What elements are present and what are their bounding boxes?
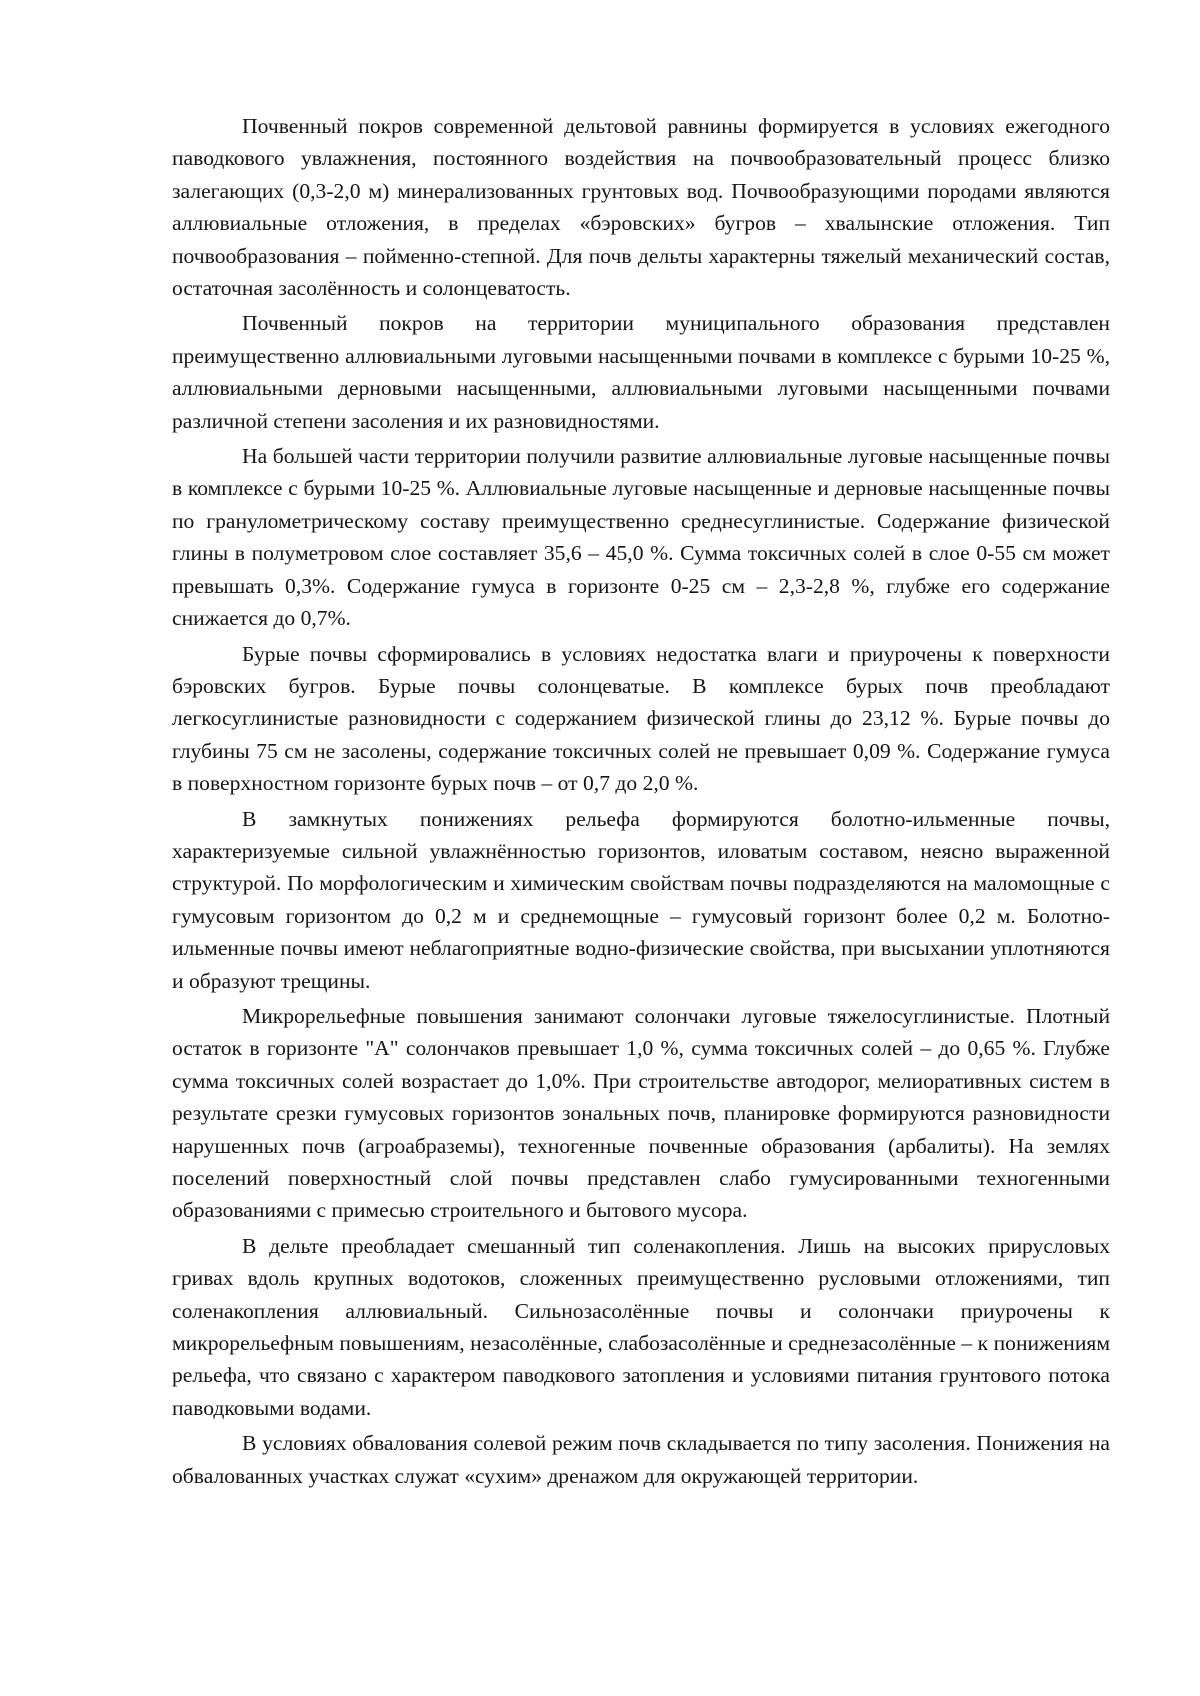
paragraph-brown-soils: Бурые почвы сформировались в условиях недостатка влаги и приурочены к поверхности бэровских бугров. Бурые почвы солонцеватые. В комплексе бурых почв преобладают легкосуглинистые разновидности с содержанием физической глины до 23,12 %. Бурые почвы до глубины 75 см не засолены, содержание токсичных солей не превышает 0,09 %. Содержание гумуса в поверхностном горизонте бурых почв – от 0,7 до 2,0 %.: [172, 641, 1110, 796]
paragraph-soil-cover-delta: Почвенный покров современной дельтовой равнины формируется в условиях ежегодного паводкового увлажнения, постоянного воздействия на почвообразовательный процесс близко залегающих (0,3-2,0 м) минерализованных грунтовых вод. Почвообразующими породами являются аллювиальные отложения, в пределах «бэровских» бугров – хвалынские отложения. Тип почвообразования – пойменно-степной. Для почв дельты характерны тяжелый механический состав, остаточная засолённость и солонцеватость.: [172, 114, 1110, 301]
paragraph-embankment-regime: В условиях обвалования солевой режим почв складывается по типу засоления. Понижения на обвалованных участках служат «сухим» дренажом для окружающей территории.: [172, 1431, 1110, 1488]
document-page: [172, 110, 1110, 1495]
paragraph-bog-ilmen-soils: В замкнутых понижениях рельефа формируются болотно-ильменные почвы, характеризуемые сильной увлажнённостью горизонтов, иловатым составом, неясно выраженной структурой. По морфологическим и химическим свойствам почвы подразделяются на маломощные с гумусовым горизонтом до 0,2 м и среднемощные – гумусовый горизонт более 0,2 м. Болотно-ильменные почвы имеют неблагоприятные водно-физические свойства, при высыхании уплотняются и образуют трещины.: [172, 806, 1110, 993]
paragraph-alluvial-meadow-soils: На большей части территории получили развитие аллювиальные луговые насыщенные почвы в комплексе с бурыми 10-25 %. Аллювиальные луговые насыщенные и дерновые насыщенные почвы по гранулометрическому составу преимущественно среднесуглинистые. Содержание физической глины в полуметровом слое составляет 35,6 – 45,0 %. Сумма токсичных солей в слое 0-55 см может превышать 0,3%. Содержание гумуса в горизонте 0-25 см – 2,3-2,8 %, глубже его содержание снижается до 0,7%.: [172, 444, 1110, 631]
paragraph-solonchaks: Микрорельефные повышения занимают солончаки луговые тяжелосуглинистые. Плотный остаток в горизонте "А" солончаков превышает 1,0 %, сумма токсичных солей – до 0,65 %. Глубже сумма токсичных солей возрастает до 1,0%. При строительстве автодорог, мелиоративных систем в результате срезки гумусовых горизонтов зональных почв, планировке формируются разновидности нарушенных почв (агроабраземы), техногенные почвенные образования (арбалиты). На землях поселений поверхностный слой почвы представлен слабо гумусированными техногенными образованиями с примесью строительного и бытового мусора.: [172, 1003, 1110, 1223]
paragraph-municipal-soil-cover: Почвенный покров на территории муниципального образования представлен преимущественно аллювиальными луговыми насыщенными почвами в комплексе с бурыми 10-25 %, аллювиальными дерновыми насыщенными, аллювиальными луговыми насыщенными почвами различной степени засоления и их разновидностями.: [172, 311, 1110, 433]
paragraph-salt-accumulation: В дельте преобладает смешанный тип соленакопления. Лишь на высоких прирусловых гривах вдоль крупных водотоков, сложенных преимущественно русловыми отложениями, тип соленакопления аллювиальный. Сильнозасолённые почвы и солончаки приурочены к микрорельефным повышениям, незасолённые, слабозасолённые и среднезасолённые – к понижениям рельефа, что связано с характером паводкового затопления и условиями питания грунтового потока паводковыми водами.: [172, 1233, 1110, 1420]
